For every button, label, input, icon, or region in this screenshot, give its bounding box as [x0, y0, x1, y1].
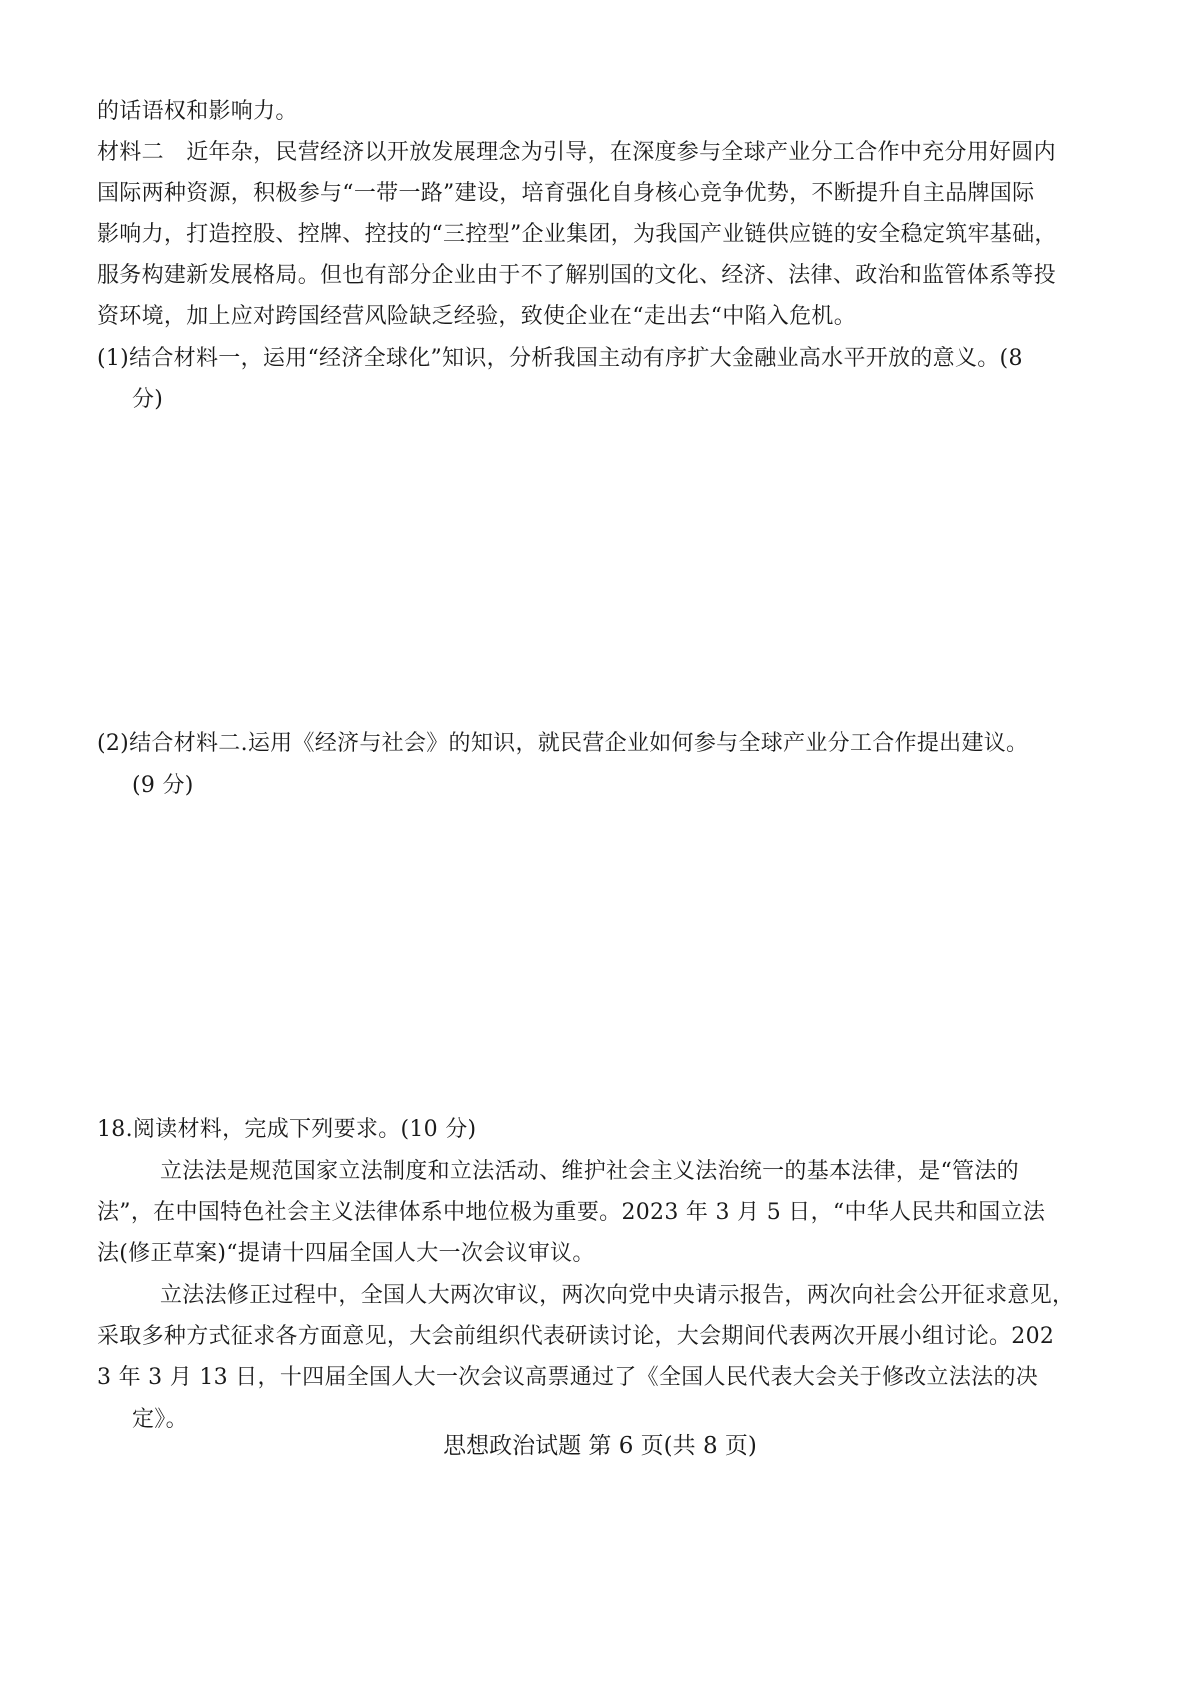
paragraph-line: 法”，在中国特色社会主义法律体系中地位极为重要。2023 年 3 月 5 日，“中华人民共和国立法 [97, 1200, 1046, 1225]
text-line: 国际两种资源，积极参与“一带一路”建设，培育强化自身核心竞争优势，不断提升自主品牌国际 [97, 181, 1035, 206]
question-1-score: 分) [132, 387, 164, 412]
text-line: 服务构建新发展格局。但也有部分企业由于不了解别国的文化、经济、法律、政治和监管体系等投 [97, 263, 1056, 288]
paragraph-line: 3 年 3 月 13 日，十四届全国人大一次会议高票通过了《全国人民代表大会关于修改立法法的决 [97, 1365, 1039, 1390]
paragraph-line: 立法法是规范国家立法制度和立法活动、维护社会主义法治统一的基本法律，是“管法的 [160, 1159, 1019, 1184]
question-2: (2)结合材料二.运用《经济与社会》的知识，就民营企业如何参与全球产业分工合作提出建议。 [97, 731, 1029, 756]
paragraph-line: 法(修正草案)“提请十四届全国人大一次会议审议。 [97, 1241, 595, 1266]
paragraph-line: 定》。 [132, 1407, 188, 1432]
text-line: 影响力，打造控股、控牌、控技的“三控型”企业集团，为我国产业链供应链的安全稳定筑牢基础， [97, 222, 1057, 247]
paragraph-line: 采取多种方式征求各方面意见，大会前组织代表研读讨论，大会期间代表两次开展小组讨论。202 [97, 1324, 1055, 1349]
question-1: (1)结合材料一，运用“经济全球化”知识，分析我国主动有序扩大金融业高水平开放的意义。(8 [97, 346, 1023, 371]
question-2-score: (9 分) [132, 773, 194, 798]
question-18-heading: 18.阅读材料，完成下列要求。(10 分) [97, 1117, 477, 1142]
paragraph-line: 立法法修正过程中，全国人大两次审议，两次向党中央请示报告，两次向社会公开征求意见， [160, 1283, 1075, 1308]
text-line: 的话语权和影响力。 [97, 99, 298, 124]
material-two-line: 材料二 近年杂，民营经济以开放发展理念为引导，在深度参与全球产业分工合作中充分用好圆内 [97, 140, 1056, 165]
text-line: 资环境，加上应对跨国经营风险缺乏经验，致使企业在“走出去“中陷入危机。 [97, 304, 856, 329]
page-footer: 思想政治试题 第 6 页(共 8 页) [443, 1433, 757, 1459]
